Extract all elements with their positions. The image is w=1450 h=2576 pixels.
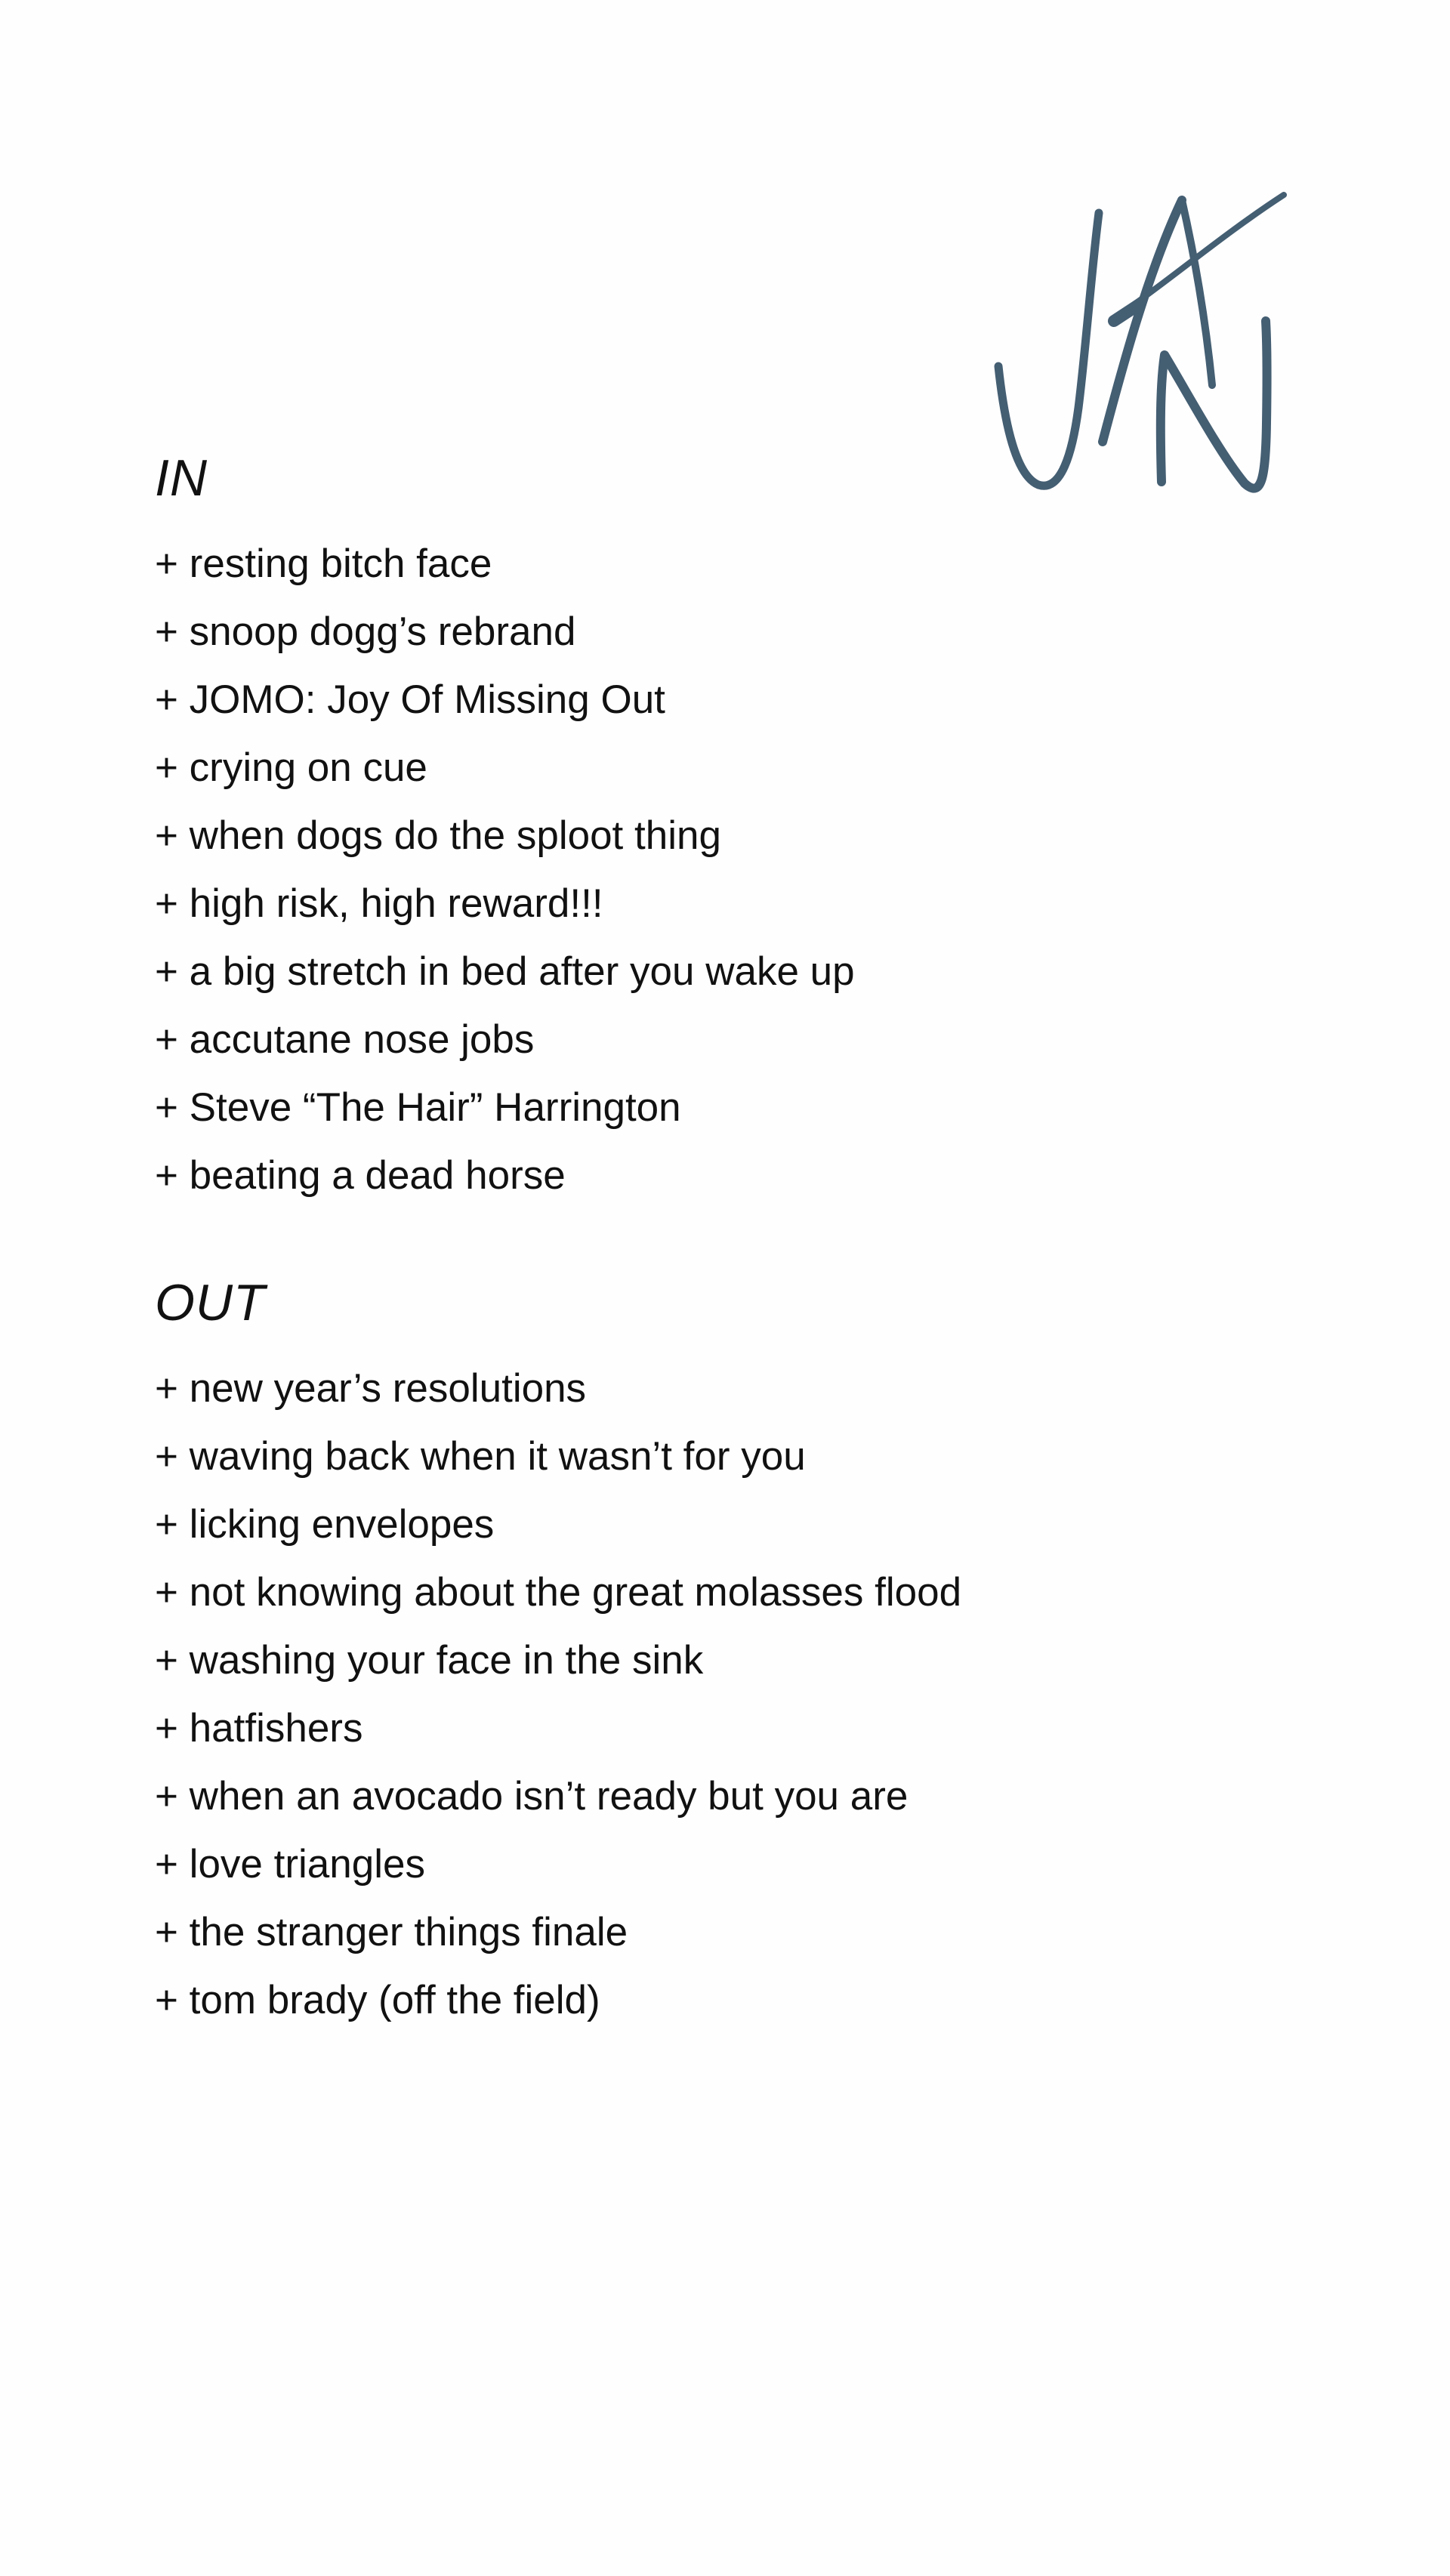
list-item: + high risk, high reward!!!: [155, 881, 603, 926]
list-item: + licking envelopes: [155, 1502, 495, 1547]
out-section: [155, 1269, 1325, 2035]
list-item: + tom brady (off the field): [155, 1978, 600, 2022]
list-item: + snoop dogg’s rebrand: [155, 609, 576, 654]
list-item: + when dogs do the sploot thing: [155, 813, 721, 858]
in-section: [155, 444, 1325, 1210]
list-item: + new year’s resolutions: [155, 1366, 587, 1411]
list-item: + not knowing about the great molasses flood: [155, 1570, 962, 1615]
list-item: + hatfishers: [155, 1706, 363, 1751]
list-item: + accutane nose jobs: [155, 1017, 535, 1062]
list-item: + a big stretch in bed after you wake up: [155, 949, 855, 994]
list-item: + washing your face in the sink: [155, 1638, 704, 1683]
out-section-title: OUT: [155, 1274, 266, 1331]
in-out-list-note: [155, 444, 1325, 2035]
list-item: + love triangles: [155, 1842, 425, 1886]
list-item: + beating a dead horse: [155, 1153, 566, 1198]
list-item: + when an avocado isn’t ready but you are: [155, 1774, 909, 1819]
list-item: + JOMO: Joy Of Missing Out: [155, 677, 665, 722]
in-item-list: [155, 530, 1325, 1210]
out-item-list: [155, 1355, 1325, 2035]
in-section-title: IN: [155, 449, 208, 507]
list-item: + waving back when it wasn’t for you: [155, 1434, 806, 1479]
list-item: + the stranger things finale: [155, 1910, 628, 1954]
list-item: + crying on cue: [155, 745, 427, 790]
list-item: + resting bitch face: [155, 541, 492, 586]
list-item: + Steve “The Hair” Harrington: [155, 1085, 681, 1130]
